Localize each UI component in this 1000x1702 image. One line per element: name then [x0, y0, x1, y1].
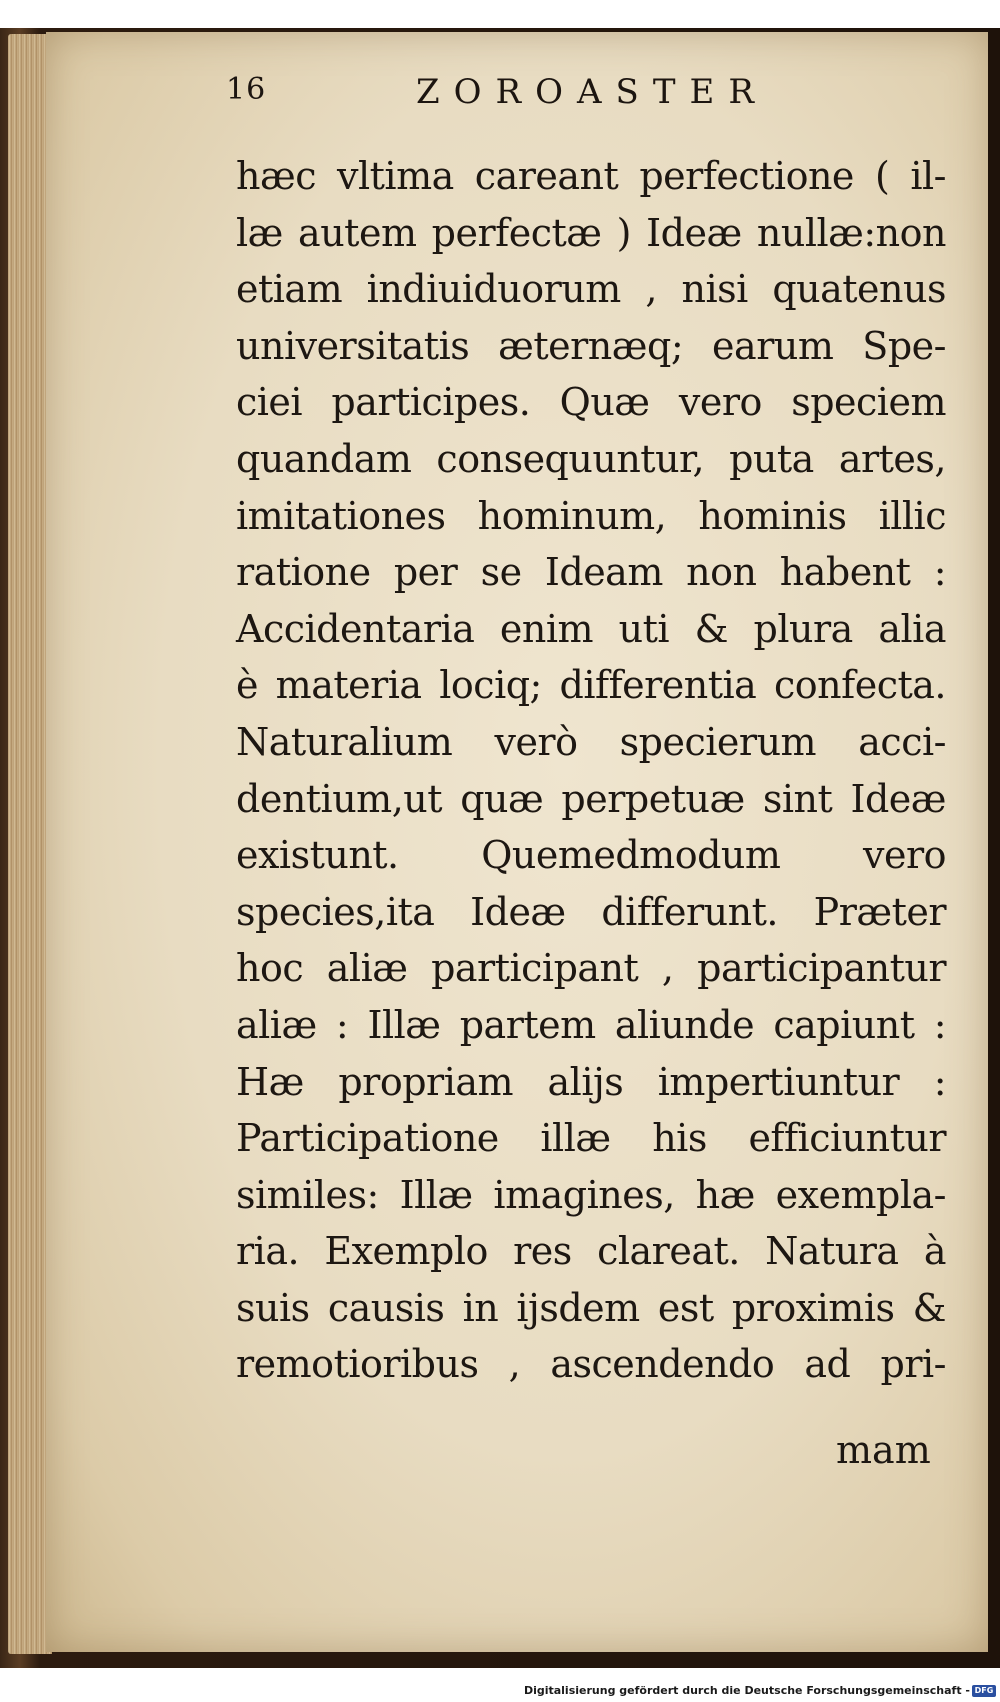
- text-line: remotioribus , ascendendo ad pri-: [236, 1342, 946, 1387]
- body-text: [236, 148, 946, 1393]
- page-header: [180, 72, 940, 132]
- text-line: ria. Exemplo res clareat. Natura à: [236, 1229, 946, 1274]
- text-line: hoc aliæ participant , participantur: [236, 946, 946, 991]
- text-line: Accidentaria enim uti & plura alia: [236, 606, 946, 651]
- text-line: species,ita Ideæ differunt. Præter: [236, 889, 946, 934]
- text-line: Naturalium verò specierum acci-: [236, 719, 946, 764]
- funding-credit: Digitalisierung gefördert durch die Deutsche Forschungsgemeinschaft -: [523, 1684, 970, 1697]
- text-line: imitationes hominum, hominis illic: [236, 493, 946, 538]
- dfg-logo-icon: DFG: [972, 1685, 996, 1697]
- text-line: similes: Illæ imagines, hæ exempla-: [236, 1172, 946, 1217]
- text-line: è materia lociq; differentia confecta.: [236, 663, 946, 708]
- text-line: dentium,ut quæ perpetuæ sint Ideæ: [236, 776, 946, 821]
- text-line: ratione per se Ideam non habent :: [236, 550, 946, 595]
- text-line: quandam consequuntur, puta artes,: [236, 436, 946, 481]
- text-line: aliæ : Illæ partem aliunde capiunt :: [236, 1002, 946, 1047]
- text-line: existunt. Quemedmodum vero: [236, 833, 946, 878]
- page-number: 16: [226, 72, 267, 107]
- running-head: ZOROASTER: [416, 72, 768, 112]
- text-line: universitatis æternæq; earum Spe-: [236, 323, 946, 368]
- text-line: hæc vltima careant perfectione ( il-: [236, 154, 946, 198]
- text-line: suis causis in ijsdem est proximis &: [236, 1285, 946, 1330]
- text-line: Participatione illæ his efficiuntur: [236, 1116, 946, 1161]
- text-line: læ autem perfectæ ) Ideæ nullæ:non: [236, 210, 946, 255]
- text-line: etiam indiuiduorum , nisi quatenus: [236, 267, 946, 312]
- text-line: Hæ propriam alijs impertiuntur :: [236, 1059, 946, 1104]
- catchword: mam: [836, 1428, 931, 1472]
- text-line: ciei participes. Quæ vero speciem: [236, 380, 946, 425]
